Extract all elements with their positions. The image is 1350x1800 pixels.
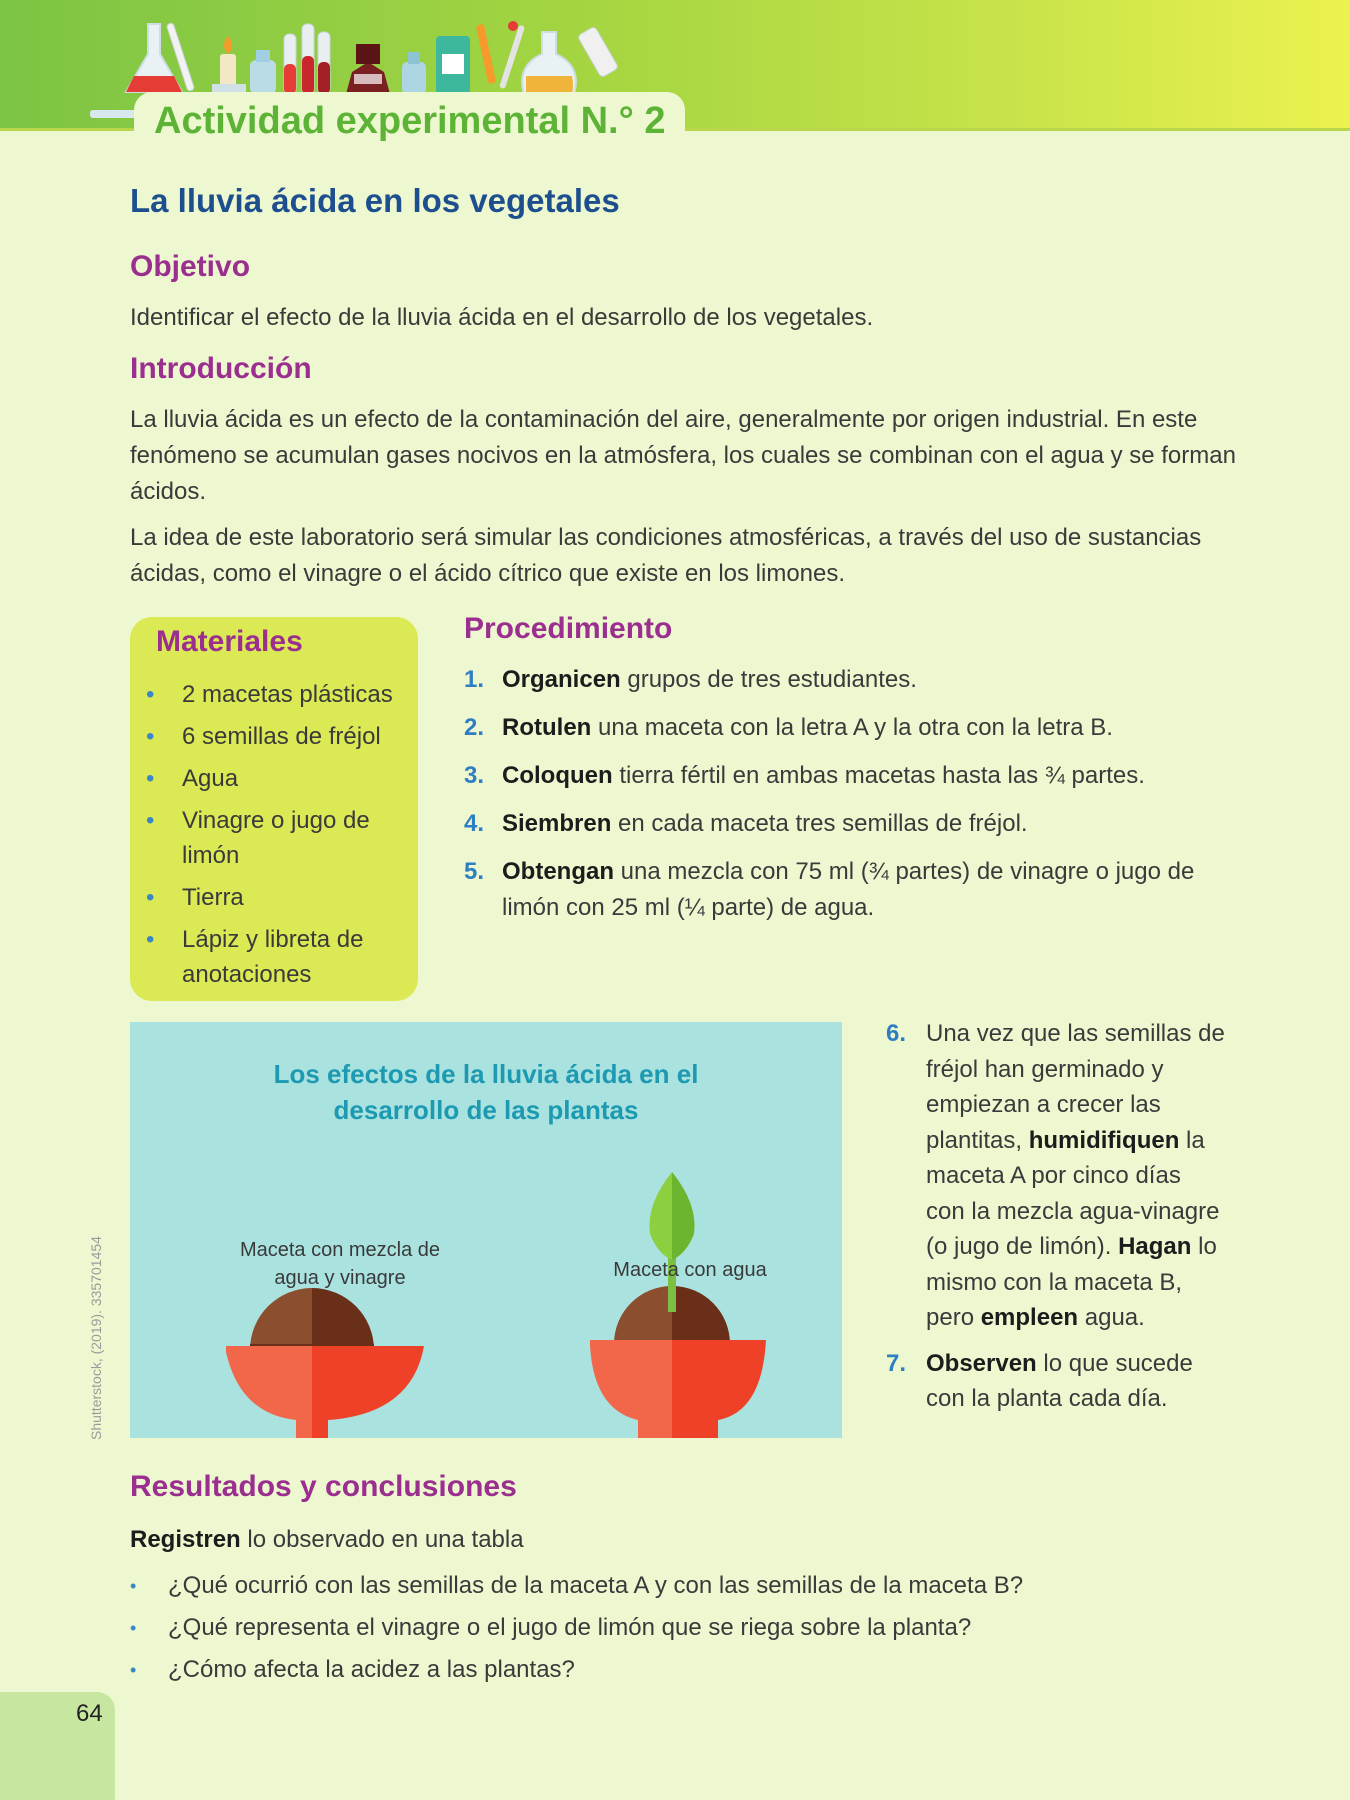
procedure-step: 5. Obtengan una mezcla con 75 ml (¾ partes) de vinagre o jugo de limón con 25 ml (¼ parte) de agua. [464, 858, 1195, 921]
introduccion-paragraph-1: La lluvia ácida es un efecto de la contaminación del aire, generalmente por origen industrial. En este fenómeno se acumulan gases nocivos en la atmósfera, los cuales se combinan con el agua y se forman ácidos. [130, 406, 1236, 505]
pot-b-label: Maceta con agua [613, 1259, 767, 1281]
procedure-step: 1. Organicen grupos de tres estudiantes. [464, 666, 917, 693]
list-item: • Vinagre o jugo de limón [144, 803, 414, 873]
introduccion-heading: Introducción [130, 352, 312, 385]
resultados-intro: Registren lo observado en una tabla [130, 1526, 524, 1553]
page-number: 64 [76, 1700, 103, 1727]
procedure-list-continued [886, 1016, 1226, 1427]
list-item: • 6 semillas de fréjol [144, 719, 414, 754]
procedure-step: 6. Una vez que las semillas de fréjol han germinado y empiezan a crecer las plantitas, humidifiquen la maceta A por cinco días con la mezcla agua-vinagre (o jugo de limón). Hagan lo mismo con la maceta B, pero empleen agua. [886, 1020, 1225, 1331]
activity-title: Actividad experimental N.° 2 [134, 92, 685, 148]
objetivo-heading: Objetivo [130, 250, 251, 283]
procedure-step: 3. Coloquen tierra fértil en ambas macetas hasta las ¾ partes. [464, 762, 1145, 789]
image-credit: Shutterstock, (2019). 335701454 [88, 1236, 104, 1440]
list-item: • Tierra [144, 880, 414, 915]
list-item: • Agua [144, 761, 414, 796]
list-item: • ¿Qué representa el vinagre o el jugo de limón que se riega sobre la planta? [130, 1610, 1230, 1646]
list-item: • 2 macetas plásticas [144, 677, 414, 712]
list-item: • Lápiz y libreta de anotaciones [144, 922, 414, 992]
page-title: La lluvia ácida en los vegetales [130, 182, 620, 219]
materials-box [130, 617, 418, 1001]
questions-list [130, 1568, 1230, 1694]
procedimiento-heading: Procedimiento [464, 612, 673, 645]
procedure-list [464, 662, 1224, 938]
acid-rain-illustration [130, 1022, 842, 1438]
list-item: • ¿Qué ocurrió con las semillas de la maceta A y con las semillas de la maceta B? [130, 1568, 1230, 1604]
introduccion-paragraph-2: La idea de este laboratorio será simular las condiciones atmosféricas, a través del uso de sustancias ácidas, como el vinagre o el ácido cítrico que existe en los limones. [130, 524, 1202, 587]
procedure-step: 7. Observen lo que sucede con la planta cada día. [886, 1349, 1193, 1412]
materials-list [144, 677, 414, 999]
pot-a-label: Maceta con mezcla de agua y vinagre [239, 1239, 441, 1289]
list-item: • ¿Cómo afecta la acidez a las plantas? [130, 1652, 1230, 1688]
objetivo-text: Identificar el efecto de la lluvia ácida en el desarrollo de los vegetales. [130, 304, 874, 331]
materiales-heading: Materiales [156, 625, 303, 658]
procedure-step: 2. Rotulen una maceta con la letra A y la otra con la letra B. [464, 714, 1113, 741]
procedure-step: 4. Siembren en cada maceta tres semillas de fréjol. [464, 810, 1028, 837]
resultados-heading: Resultados y conclusiones [130, 1470, 517, 1503]
illustration-title: Los efectos de la lluvia ácida en el desarrollo de las plantas [273, 1059, 699, 1125]
